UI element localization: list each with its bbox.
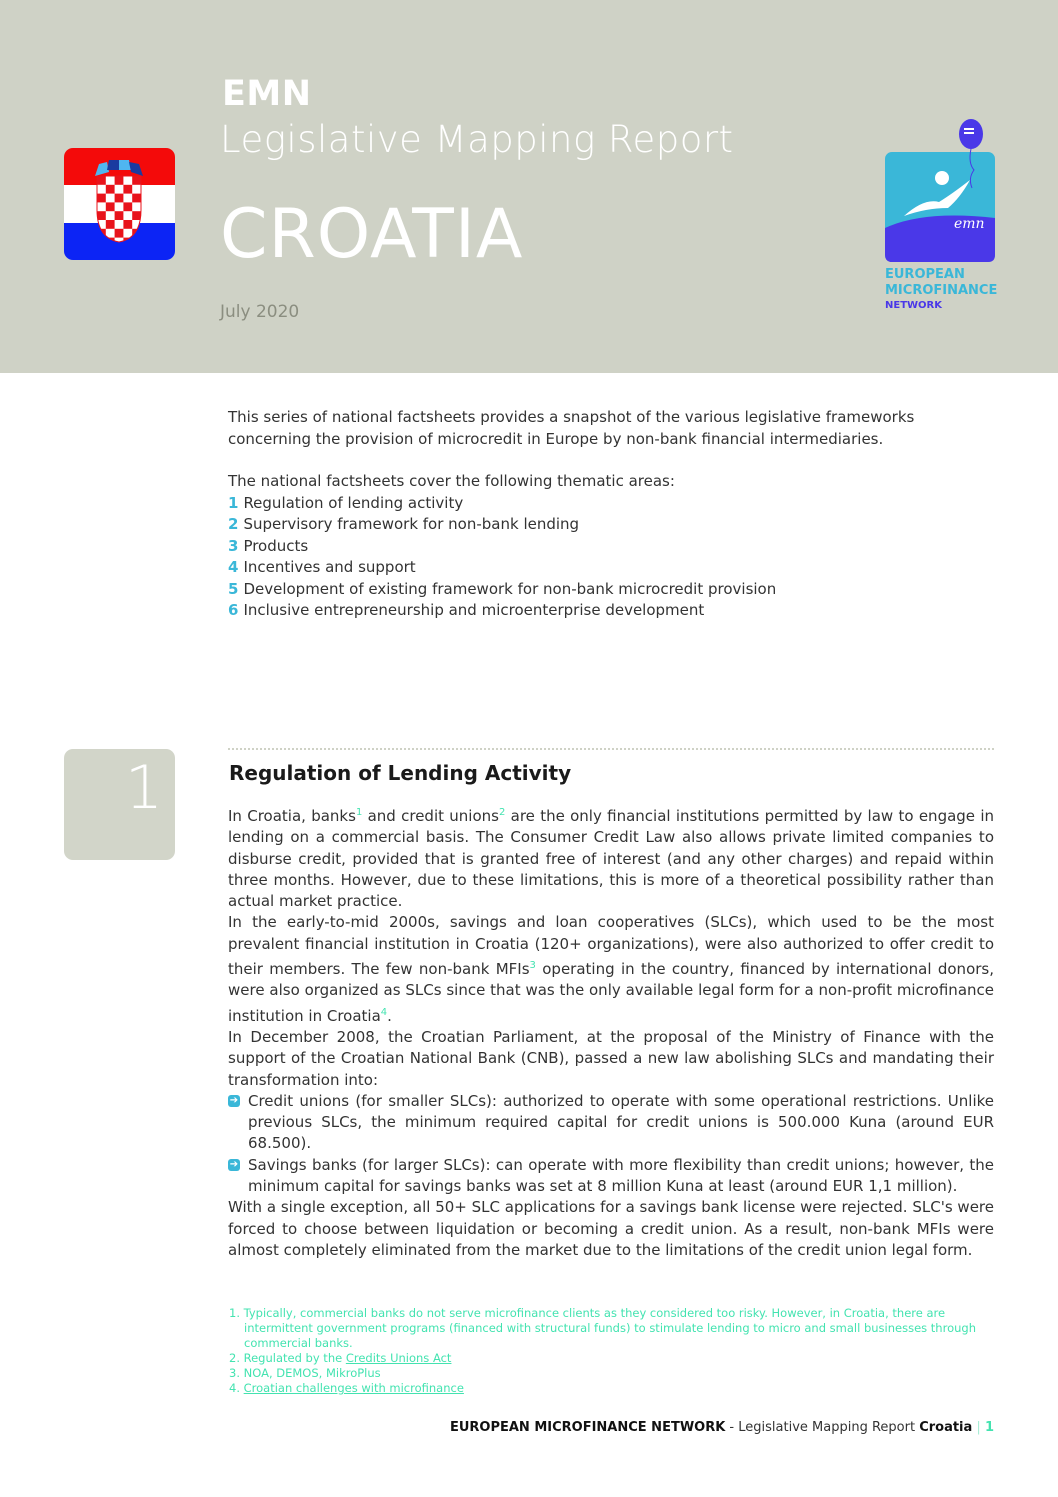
themes-list (228, 493, 994, 622)
arrow-bullet-icon: ➔ (229, 1158, 239, 1170)
footnote-ref[interactable]: 4 (380, 1006, 388, 1018)
coat-of-arms-icon (93, 160, 145, 250)
theme-item: 6 Inclusive entrepreneurship and microenterprise development (228, 601, 705, 619)
paragraph: In Croatia, banks$^1$ and credit unions$^2$ are the only financial institutions permitted by law to engage in lending on a commercial basis. The Consumer Credit Law also allows private limited companies to disburse credit, provided that is granted free of interest (and any other charges) and repaid within three months. However, due to these limitations, this is more of a theoretical possibility rather than actual market practice. (228, 807, 994, 911)
theme-item: 3 Products (228, 536, 309, 555)
theme-item: 4 Incentives and support (228, 558, 416, 576)
section-number-box: 1 (64, 749, 175, 860)
section-title: Regulation of Lending Activity (229, 761, 572, 785)
footnote-ref[interactable]: 3 (529, 960, 536, 972)
page-footer: EUROPEAN MICROFINANCE NETWORK - Legislative Mapping Report Croatia | 1 (449, 1420, 994, 1435)
intro-paragraph: This series of national factsheets provides a snapshot of the various legislative frameworks concerning the provision of microcredit in Europe by non-bank financial intermediaries. (228, 408, 915, 448)
footnote-ref[interactable]: 1 (355, 807, 363, 818)
footnote-ref[interactable]: 2 (498, 807, 506, 818)
section-divider (228, 748, 994, 750)
report-title: Legislative Mapping Report (220, 118, 734, 161)
intro-section (228, 407, 994, 622)
footnote: 1. Typically, commercial banks do not serve microfinance clients as they considered too risky. However, in Croatia, there are intermittent government programs (financed with structural funds) to stimulate lending to micro and small businesses through commercial banks. (229, 1306, 976, 1350)
theme-item: 5 Development of existing framework for non-bank microcredit provision (228, 579, 777, 598)
page-number: 1 (984, 1420, 994, 1435)
bullet-item: ➔ Credit unions (for smaller SLCs): authorized to operate with some operational restrictions. Unlike previous SLCs, the minimum required capital for credit unions is 500.000 Kuna (around EUR 68.500). (229, 1091, 994, 1153)
logo-text: EUROPEAN MICROFINANCE (885, 267, 998, 298)
cover-header (0, 0, 1058, 373)
bullet-item: ➔ Savings banks (for larger SLCs): can operate with more flexibility than credit unions; however, the minimum capital for savings banks was set at 8 million Kuna at least (around EUR 1,1 million). (229, 1155, 994, 1196)
arrow-bullet-icon: ➔ (229, 1094, 239, 1106)
report-date: July 2020 (220, 302, 300, 322)
theme-item: 1 Regulation of lending activity (228, 493, 464, 512)
org-short-name: EMN (222, 74, 312, 114)
croatian-challenges-link[interactable]: Croatian challenges with microfinance (243, 1381, 464, 1395)
theme-item: 2 Supervisory framework for non-bank lending (228, 515, 580, 533)
svg-text:emn: emn (954, 216, 985, 232)
croatia-flag-icon (64, 148, 175, 260)
paragraph: In December 2008, the Croatian Parliament, at the proposal of the Ministry of Finance with the support of the Croatian National Bank (CNB), passed a new law abolishing SLCs and mandating their transformation into: (228, 1027, 994, 1089)
footnote: 2. Regulated by the Credits Unions Act (229, 1351, 452, 1365)
section-body (228, 802, 994, 1261)
country-title: CROATIA (220, 195, 524, 274)
footnote: 3. NOA, DEMOS, MikroPlus (229, 1366, 381, 1380)
footnotes (229, 1306, 999, 1396)
credit-unions-act-link[interactable]: Credits Unions Act (345, 1351, 452, 1365)
themes-lead: The national factsheets cover the following thematic areas: (228, 472, 675, 490)
footnote: 4. Croatian challenges with microfinance (229, 1381, 464, 1395)
emn-logo-icon (884, 118, 996, 264)
logo-subtext: NETWORK (885, 300, 943, 311)
paragraph: With a single exception, all 50+ SLC applications for a savings bank license were rejected. SLC's were forced to choose between liquidation or becoming a credit union. As a result, non-bank MFIs were almost completely eliminated from the market due to the limitations of the credit union legal form. (228, 1198, 994, 1259)
paragraph: In the early-to-mid 2000s, savings and loan cooperatives (SLCs), which used to be the most prevalent financial institution in Croatia (120+ organizations), were also authorized to offer credit to their members. The few non-bank MFIs$^3$ operating in the country, financed by international donors, were also organized as SLCs since that was the only available legal form for a non-profit microfinance institution in Croatia$^4$. (228, 913, 994, 1025)
